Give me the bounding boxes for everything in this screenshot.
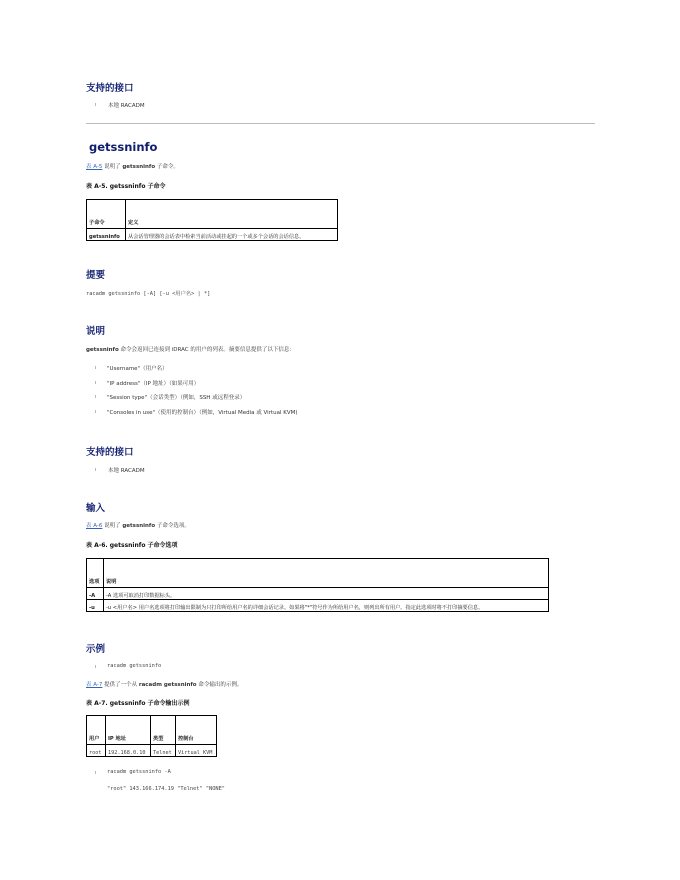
table-header: 用户 xyxy=(87,716,106,745)
table-row xyxy=(87,588,549,600)
table-header: 类型 xyxy=(151,716,176,745)
bullet-icon: ı xyxy=(95,467,97,473)
description-heading: 说明 xyxy=(86,326,106,337)
interface-item: 本地 RACADM xyxy=(108,468,145,474)
table-cell: Telnet xyxy=(151,745,176,757)
table-header: 选项 xyxy=(87,559,104,588)
table-cell: getssninfo xyxy=(87,229,126,241)
examples-intro: 表 A-7 提供了一个从 racadm getssninfo 命令输出的示例。 xyxy=(86,682,243,688)
description-paragraph: getssninfo 命令会返回已连接到 iDRAC 的用户的列表。摘要信息提供了以下信息： xyxy=(86,347,295,353)
bullet-icon: ı xyxy=(95,394,97,400)
table-cell: 从会话管理器的会话表中检索当前活动或挂起的一个或多个会话的会话信息。 xyxy=(126,229,338,241)
table-cell: -A xyxy=(87,588,104,600)
output-example-table xyxy=(86,715,217,757)
list-item: "Username"（用户名） xyxy=(107,366,168,372)
bullet-icon: ı xyxy=(95,380,97,386)
supported-interfaces-heading: 支持的接口 xyxy=(86,83,134,94)
examples-heading: 示例 xyxy=(86,644,106,655)
table-header: 控制台 xyxy=(176,716,217,745)
table-row xyxy=(87,229,338,241)
section-divider xyxy=(86,123,595,124)
table-a7-link[interactable]: 表 A-7 xyxy=(86,682,103,688)
interface-item: 本地 RACADM xyxy=(108,103,145,109)
list-item: "Session type"（会话类型）（例如，SSH 或远程登录） xyxy=(107,395,246,401)
table-cell: Virtual KVM xyxy=(176,745,217,757)
table-header: 定义 xyxy=(126,200,338,229)
table-header: 子命令 xyxy=(87,200,126,229)
table-a5-link[interactable]: 表 A-5 xyxy=(86,164,103,170)
table-a7-caption: 表 A-7. getssninfo 子命令输出示例 xyxy=(86,700,190,707)
table-header: 说明 xyxy=(104,559,549,588)
options-table xyxy=(86,558,549,612)
bullet-icon: ı xyxy=(95,365,97,371)
supported-interfaces-heading-2: 支持的接口 xyxy=(86,447,134,458)
table-a5-caption: 表 A-5. getssninfo 子命令 xyxy=(86,183,166,190)
synopsis-heading: 提要 xyxy=(86,270,106,281)
bullet-icon: ı xyxy=(95,102,97,108)
bullet-icon: ı xyxy=(95,664,97,670)
table-header: IP 地址 xyxy=(106,716,151,745)
table-cell: 192.168.0.10 xyxy=(106,745,151,757)
table-a6-link[interactable]: 表 A-6 xyxy=(86,523,103,529)
table-a6-caption: 表 A-6. getssninfo 子命令选项 xyxy=(86,542,178,549)
input-heading: 输入 xyxy=(86,503,106,514)
example-command-1: racadm getssninfo xyxy=(107,663,162,669)
example-command-2: racadm getssninfo -A xyxy=(107,769,171,775)
input-intro: 表 A-6 说明了 getssninfo 子命令选项。 xyxy=(86,523,190,529)
table-cell: -u <用户名> 用户名选项将打印输出限制为只打印所给用户名的详细会话记录。如果将"*"符号作为所给用户名，则列出所有用户。指定此选项时将不打印摘要信息。 xyxy=(104,600,549,612)
command-title: getssninfo xyxy=(89,140,158,154)
table-cell: -A 选项可取消打印数据标头。 xyxy=(104,588,549,600)
synopsis-code: racadm getssninfo [-A] [-u <用户名> | *] xyxy=(86,291,211,297)
list-item: "IP address"（IP 地址）（如果可用） xyxy=(107,381,200,387)
table-row xyxy=(87,745,217,757)
table-cell: root xyxy=(87,745,106,757)
list-item: "Consoles in use"（使用的控制台）（例如，Virtual Media 或 Virtual KVM) xyxy=(107,410,298,416)
table-cell: -u xyxy=(87,600,104,612)
bullet-icon: ı xyxy=(95,770,97,776)
subcommand-table xyxy=(86,199,338,241)
bullet-icon: ı xyxy=(95,409,97,415)
example-output-2: "root" 143.166.174.19 "Telnet" "NONE" xyxy=(107,786,225,792)
command-intro: 表 A-5 说明了 getssninfo 子命令。 xyxy=(86,164,179,170)
table-row xyxy=(87,600,549,612)
